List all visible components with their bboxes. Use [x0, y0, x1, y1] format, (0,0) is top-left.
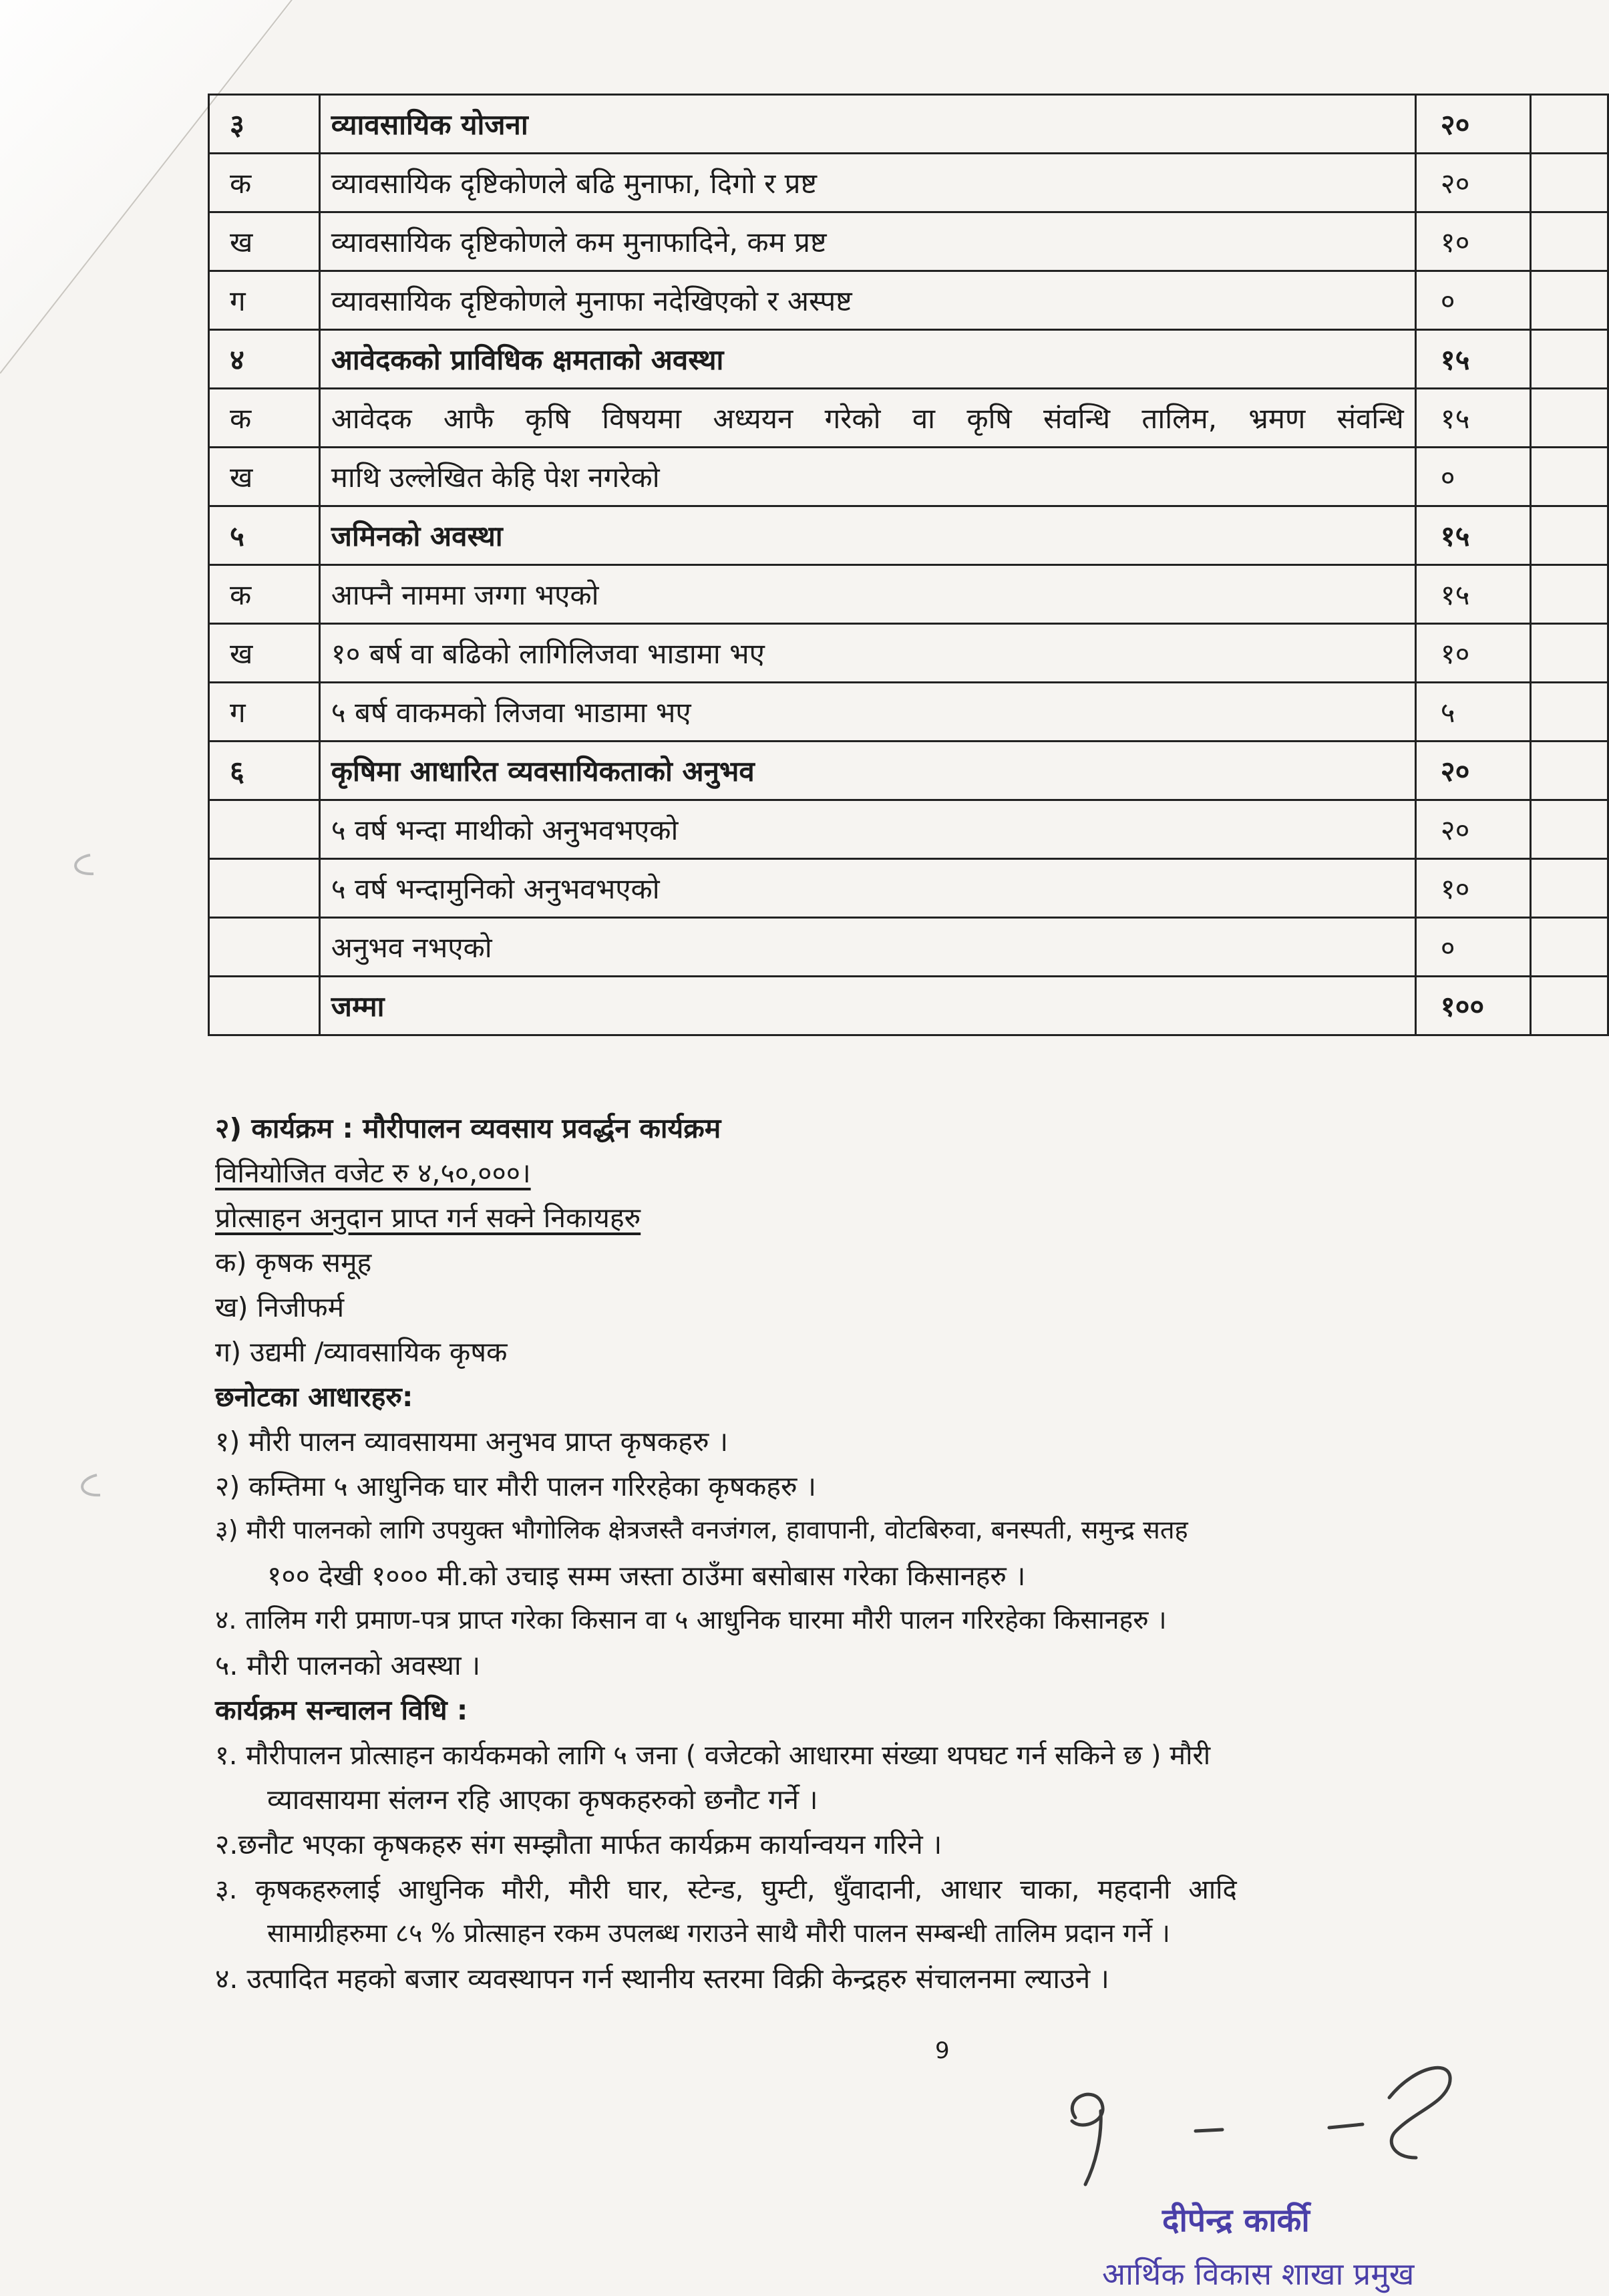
method-item-continued: व्यावसायमा संलग्न रहि आएका कृषकहरुको छनौट गर्ने । [267, 1784, 818, 1816]
row-number: ग [209, 271, 320, 330]
program-title: २) कार्यक्रम : मौरीपालन व्यवसाय प्रवर्द्धन कार्यक्रम [215, 1112, 721, 1144]
row-extra-cell [1531, 683, 1608, 742]
criteria-item: २) कम्तिमा ५ आधुनिक घार मौरी पालन गरिरहेका कृषकहरु । [215, 1470, 817, 1502]
criteria-item-continued: १०० देखी १००० मी.को उचाइ सम्म जस्ता ठाउँमा बसोबास गरेका किसानहरु । [267, 1560, 1026, 1592]
row-extra-cell [1531, 330, 1608, 389]
row-description: ५ वर्ष भन्दा माथीको अनुभवभएको [319, 800, 1415, 859]
scan-mark [63, 848, 104, 882]
row-number: ५ [209, 506, 320, 565]
score-table-row [209, 154, 1608, 212]
criteria-heading: छनोटका आधारहरु: [215, 1381, 413, 1413]
signature-scribble [1015, 2058, 1496, 2191]
row-description: जम्मा [319, 977, 1415, 1035]
budget-line: विनियोजित वजेट रु ४,५०,०००। [215, 1157, 531, 1189]
score-table-row [209, 330, 1608, 389]
row-extra-cell [1531, 448, 1608, 506]
row-description: व्यावसायिक दृष्टिकोणले बढि मुनाफा, दिगो र प्रष्ट [319, 154, 1415, 212]
row-number: ३ [209, 95, 320, 154]
row-description: ५ वर्ष भन्दामुनिको अनुभवभएको [319, 859, 1415, 918]
score-table-row [209, 624, 1608, 683]
score-table-row [209, 683, 1608, 742]
eligible-heading: प्रोत्साहन अनुदान प्राप्त गर्न सक्ने निकायहरु [215, 1202, 641, 1234]
row-extra-cell [1531, 271, 1608, 330]
row-description: व्यावसायिक दृष्टिकोणले कम मुनाफादिने, कम प्रष्ट [319, 212, 1415, 271]
row-extra-cell [1531, 506, 1608, 565]
score-table-row [209, 448, 1608, 506]
row-description: अनुभव नभएको [319, 918, 1415, 977]
row-description: माथि उल्लेखित केहि पेश नगरेको [319, 448, 1415, 506]
row-score: १५ [1415, 506, 1530, 565]
row-extra-cell [1531, 389, 1608, 448]
row-extra-cell [1531, 212, 1608, 271]
row-number: क [209, 389, 320, 448]
row-extra-cell [1531, 624, 1608, 683]
criteria-item: ५. मौरी पालनको अवस्था । [215, 1649, 481, 1681]
row-score: ० [1415, 271, 1530, 330]
row-number: ग [209, 683, 320, 742]
row-score: १५ [1415, 330, 1530, 389]
page-number: 9 [935, 2037, 950, 2064]
row-extra-cell [1531, 977, 1608, 1035]
score-table-row [209, 859, 1608, 918]
scan-mark [70, 1470, 110, 1503]
score-table-row [209, 389, 1608, 448]
row-description: आवेदक आफै कृषि विषयमा अध्ययन गरेको वा कृषि संवन्धि तालिम, भ्रमण संवन्धि [319, 389, 1415, 448]
score-table [208, 94, 1609, 1036]
row-extra-cell [1531, 859, 1608, 918]
eligible-item: ग) उद्यमी /व्यावसायिक कृषक [215, 1336, 508, 1368]
row-score: १० [1415, 624, 1530, 683]
row-number: ४ [209, 330, 320, 389]
criteria-item: ४. तालिम गरी प्रमाण-पत्र प्राप्त गरेका किसान वा ५ आधुनिक घारमा मौरी पालन गरिरहेका किसानहरु । [215, 1605, 1167, 1635]
score-table-row [209, 800, 1608, 859]
row-number [209, 977, 320, 1035]
method-item: २.छनौट भएका कृषकहरु संग सम्झौता मार्फत कार्यक्रम कार्यान्वयन गरिने । [215, 1828, 942, 1860]
row-description: जमिनको अवस्था [319, 506, 1415, 565]
score-table-row [209, 212, 1608, 271]
row-score: २० [1415, 95, 1530, 154]
method-item: १. मौरीपालन प्रोत्साहन कार्यकमको लागि ५ जना ( वजेटको आधारमा संख्या थपघट गर्न सकिने छ ) मौरी [215, 1740, 1211, 1771]
method-item: ४. उत्पादित महको बजार व्यवस्थापन गर्न स्थानीय स्तरमा विक्री केन्द्रहरु संचालनमा ल्याउने । [215, 1963, 1109, 1995]
row-score: ० [1415, 448, 1530, 506]
score-table-row [209, 95, 1608, 154]
row-number: क [209, 565, 320, 624]
row-extra-cell [1531, 800, 1608, 859]
row-extra-cell [1531, 95, 1608, 154]
score-table-row [209, 565, 1608, 624]
eligible-item: ख) निजीफर्म [215, 1291, 345, 1323]
row-extra-cell [1531, 565, 1608, 624]
eligible-item: क) कृषक समूह [215, 1247, 372, 1279]
score-table-body [209, 95, 1608, 1035]
row-score: १०० [1415, 977, 1530, 1035]
row-description: कृषिमा आधारित व्यवसायिकताको अनुभव [319, 742, 1415, 800]
score-table-row [209, 506, 1608, 565]
row-description: व्यावसायिक योजना [319, 95, 1415, 154]
method-item: ३. कृषकहरुलाई आधुनिक मौरी, मौरी घार, स्टेन्ड, घुम्टी, धुँवादानी, आधार चाका, महदानी आदि [215, 1874, 1237, 1905]
score-table-row [209, 271, 1608, 330]
row-number [209, 800, 320, 859]
row-description: आवेदकको प्राविधिक क्षमताको अवस्था [319, 330, 1415, 389]
row-score: ५ [1415, 683, 1530, 742]
stamp-name: दीपेन्द्र कार्की [1162, 2202, 1310, 2239]
criteria-item: ३) मौरी पालनको लागि उपयुक्त भौगोलिक क्षेत्रजस्तै वनजंगल, हावापानी, वोटबिरुवा, बनस्पती, समुन्द्र सतह [215, 1515, 1188, 1544]
row-number: क [209, 154, 320, 212]
score-table-row [209, 977, 1608, 1035]
row-score: १० [1415, 859, 1530, 918]
method-item-continued: सामाग्रीहरुमा ८५ % प्रोत्साहन रकम उपलब्ध गराउने साथै मौरी पालन सम्बन्धी तालिम प्रदान गर्ने । [267, 1919, 1170, 1949]
score-table-row [209, 918, 1608, 977]
stamp-title: आर्थिक विकास शाखा प्रमुख [1102, 2256, 1415, 2292]
row-score: २० [1415, 742, 1530, 800]
row-number: ख [209, 212, 320, 271]
row-extra-cell [1531, 918, 1608, 977]
row-extra-cell [1531, 742, 1608, 800]
row-number [209, 859, 320, 918]
row-score: १५ [1415, 565, 1530, 624]
row-number [209, 918, 320, 977]
row-description: १० बर्ष वा बढिको लागिलिजवा भाडामा भए [319, 624, 1415, 683]
row-extra-cell [1531, 154, 1608, 212]
score-table-row [209, 742, 1608, 800]
row-score: ० [1415, 918, 1530, 977]
row-score: २० [1415, 154, 1530, 212]
row-description: ५ बर्ष वाकमको लिजवा भाडामा भए [319, 683, 1415, 742]
row-number: ६ [209, 742, 320, 800]
row-score: १५ [1415, 389, 1530, 448]
row-score: १० [1415, 212, 1530, 271]
method-heading: कार्यक्रम सन्चालन विधि : [215, 1694, 468, 1726]
row-description: व्यावसायिक दृष्टिकोणले मुनाफा नदेखिएको र अस्पष्ट [319, 271, 1415, 330]
row-score: २० [1415, 800, 1530, 859]
row-description: आफ्नै नाममा जग्गा भएको [319, 565, 1415, 624]
criteria-item: १) मौरी पालन व्यावसायमा अनुभव प्राप्त कृषकहरु । [215, 1426, 729, 1458]
row-number: ख [209, 624, 320, 683]
row-number: ख [209, 448, 320, 506]
